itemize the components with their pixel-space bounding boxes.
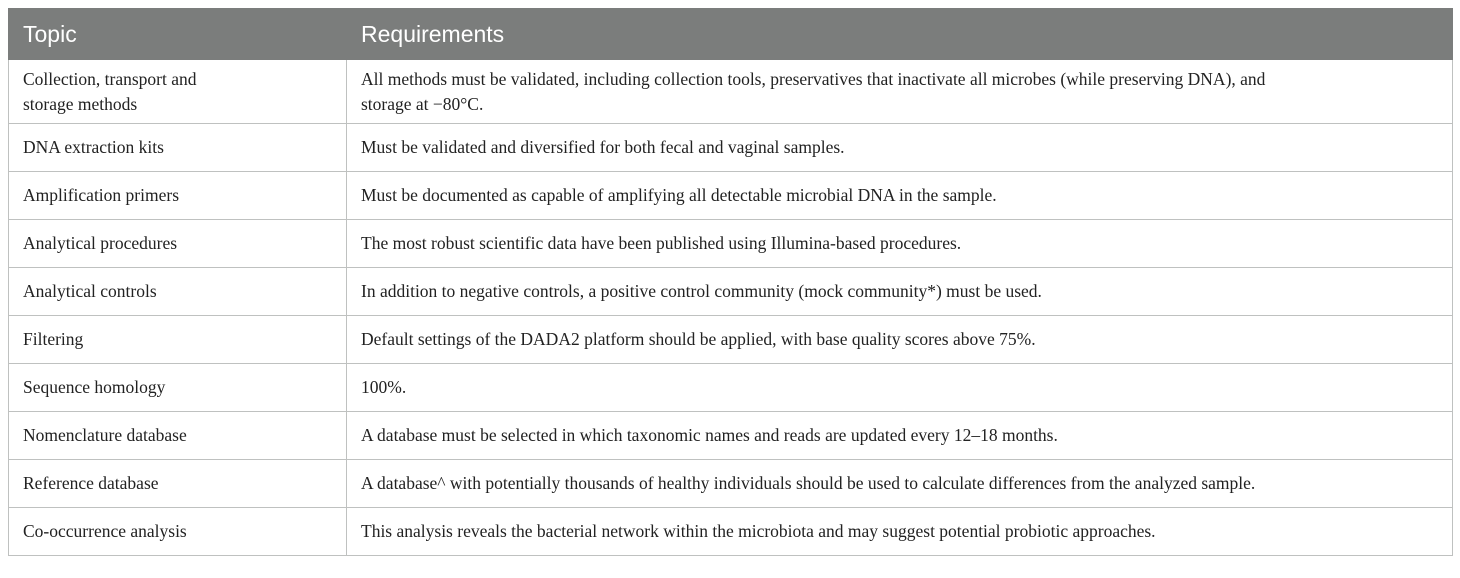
table-row — [9, 364, 1453, 412]
topic-cell: Analytical procedures — [9, 220, 347, 268]
requirement-line: All methods must be validated, including collection tools, preservatives that inactivate all microbes (while preserving DNA), and — [361, 68, 1266, 89]
header-row — [9, 9, 1453, 60]
topic-cell — [9, 60, 347, 124]
table-row — [9, 60, 1453, 124]
requirement-cell: Must be validated and diversified for both fecal and vaginal samples. — [347, 124, 1453, 172]
requirements-table-container — [8, 8, 1452, 556]
table-row — [9, 124, 1453, 172]
table-row — [9, 412, 1453, 460]
requirement-cell: In addition to negative controls, a positive control community (mock community*) must be used. — [347, 268, 1453, 316]
requirement-cell: The most robust scientific data have been published using Illumina-based procedures. — [347, 220, 1453, 268]
table-row — [9, 172, 1453, 220]
table-row — [9, 268, 1453, 316]
requirement-cell: A database must be selected in which taxonomic names and reads are updated every 12–18 months. — [347, 412, 1453, 460]
table-row — [9, 220, 1453, 268]
requirements-table — [8, 8, 1453, 556]
topic-cell: Filtering — [9, 316, 347, 364]
topic-cell: DNA extraction kits — [9, 124, 347, 172]
topic-cell: Co-occurrence analysis — [9, 508, 347, 556]
topic-cell: Analytical controls — [9, 268, 347, 316]
requirement-cell — [347, 60, 1453, 124]
requirement-cell: Default settings of the DADA2 platform should be applied, with base quality scores above 75%. — [347, 316, 1453, 364]
header-topic: Topic — [9, 9, 347, 60]
topic-line: Collection, transport and — [23, 68, 197, 89]
table-body — [9, 60, 1453, 556]
requirement-cell: A database^ with potentially thousands of healthy individuals should be used to calculate differences from the analyzed sample. — [347, 460, 1453, 508]
topic-cell: Nomenclature database — [9, 412, 347, 460]
topic-cell: Sequence homology — [9, 364, 347, 412]
requirement-cell: This analysis reveals the bacterial network within the microbiota and may suggest potential probiotic approaches. — [347, 508, 1453, 556]
topic-line: storage methods — [23, 93, 138, 114]
requirement-cell: 100%. — [347, 364, 1453, 412]
requirement-line: storage at −80°C. — [361, 93, 484, 114]
table-row — [9, 316, 1453, 364]
table-row — [9, 460, 1453, 508]
table-header — [9, 9, 1453, 60]
topic-cell: Amplification primers — [9, 172, 347, 220]
requirement-cell: Must be documented as capable of amplifying all detectable microbial DNA in the sample. — [347, 172, 1453, 220]
table-row — [9, 508, 1453, 556]
header-requirements: Requirements — [347, 9, 1453, 60]
topic-cell: Reference database — [9, 460, 347, 508]
